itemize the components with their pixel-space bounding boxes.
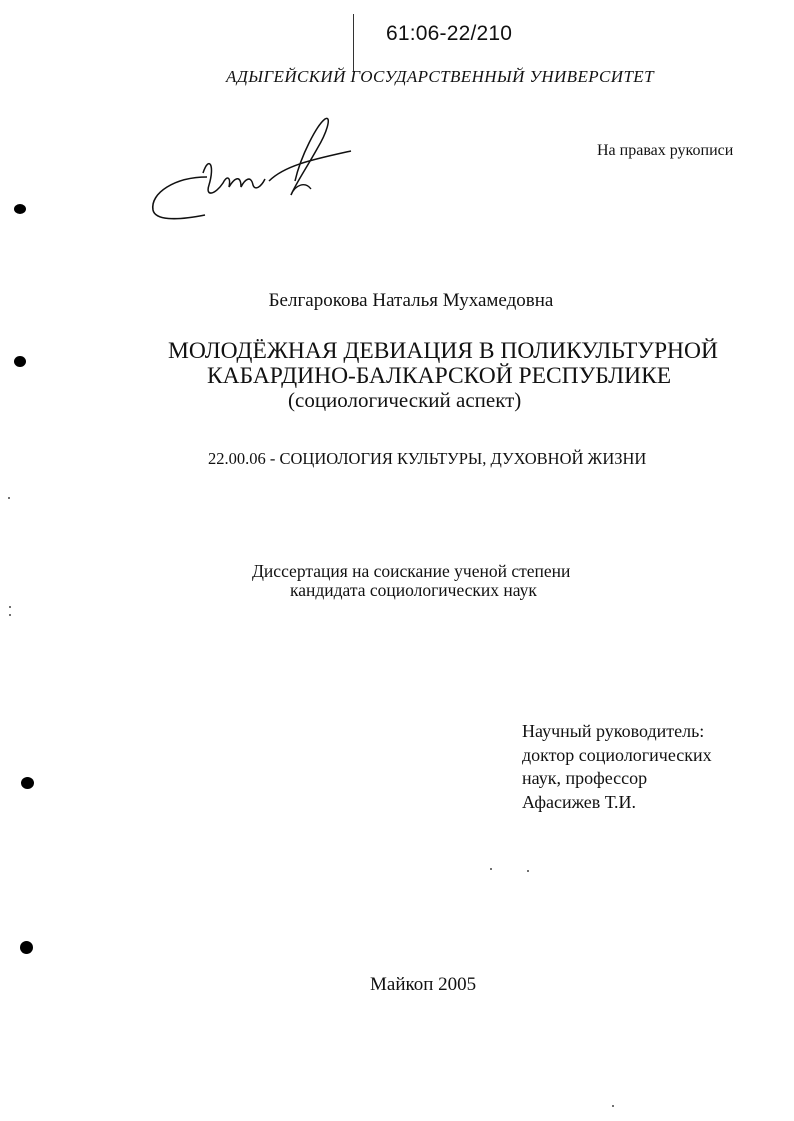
scan-speck: [8, 497, 10, 499]
manuscript-rights: На правах рукописи: [597, 142, 734, 159]
supervisor-name: Афасижев Т.И.: [522, 791, 636, 812]
city-year: Майкоп 2005: [370, 974, 477, 995]
signature-icon: [145, 115, 355, 225]
scan-speck: [490, 868, 492, 870]
degree-line-2: кандидата социологических наук: [290, 580, 537, 600]
punch-hole-mark: [21, 777, 34, 789]
author-name: Белгарокова Наталья Мухамедовна: [268, 290, 554, 311]
supervisor-label: Научный руководитель:: [522, 721, 705, 741]
catalog-code: 61:06-22/210: [386, 22, 513, 45]
punch-hole-mark: [14, 356, 26, 367]
scan-speck: [527, 870, 529, 872]
university-name: АДЫГЕЙСКИЙ ГОСУДАРСТВЕННЫЙ УНИВЕРСИТЕТ: [226, 67, 654, 86]
scan-speck: [9, 606, 11, 608]
punch-hole-mark: [14, 204, 26, 214]
title-line-1: МОЛОДЁЖНАЯ ДЕВИАЦИЯ В ПОЛИКУЛЬТУРНОЙ: [168, 338, 718, 364]
specialty-code: 22.00.06 - СОЦИОЛОГИЯ КУЛЬТУРЫ, ДУХОВНОЙ ЖИЗНИ: [208, 449, 647, 468]
scan-speck: [9, 614, 11, 616]
supervisor-block: [522, 720, 712, 814]
degree-line-1: Диссертация на соискание ученой степени: [252, 561, 571, 581]
scan-speck: [612, 1105, 614, 1107]
margin-line: [353, 14, 354, 72]
supervisor-degree-2: наук, профессор: [522, 768, 648, 788]
punch-hole-mark: [20, 941, 33, 954]
title-line-2: КАБАРДИНО-БАЛКАРСКОЙ РЕСПУБЛИКЕ: [207, 363, 672, 389]
supervisor-degree-1: доктор социологических: [522, 744, 712, 765]
title-subtitle: (социологический аспект): [288, 388, 522, 412]
